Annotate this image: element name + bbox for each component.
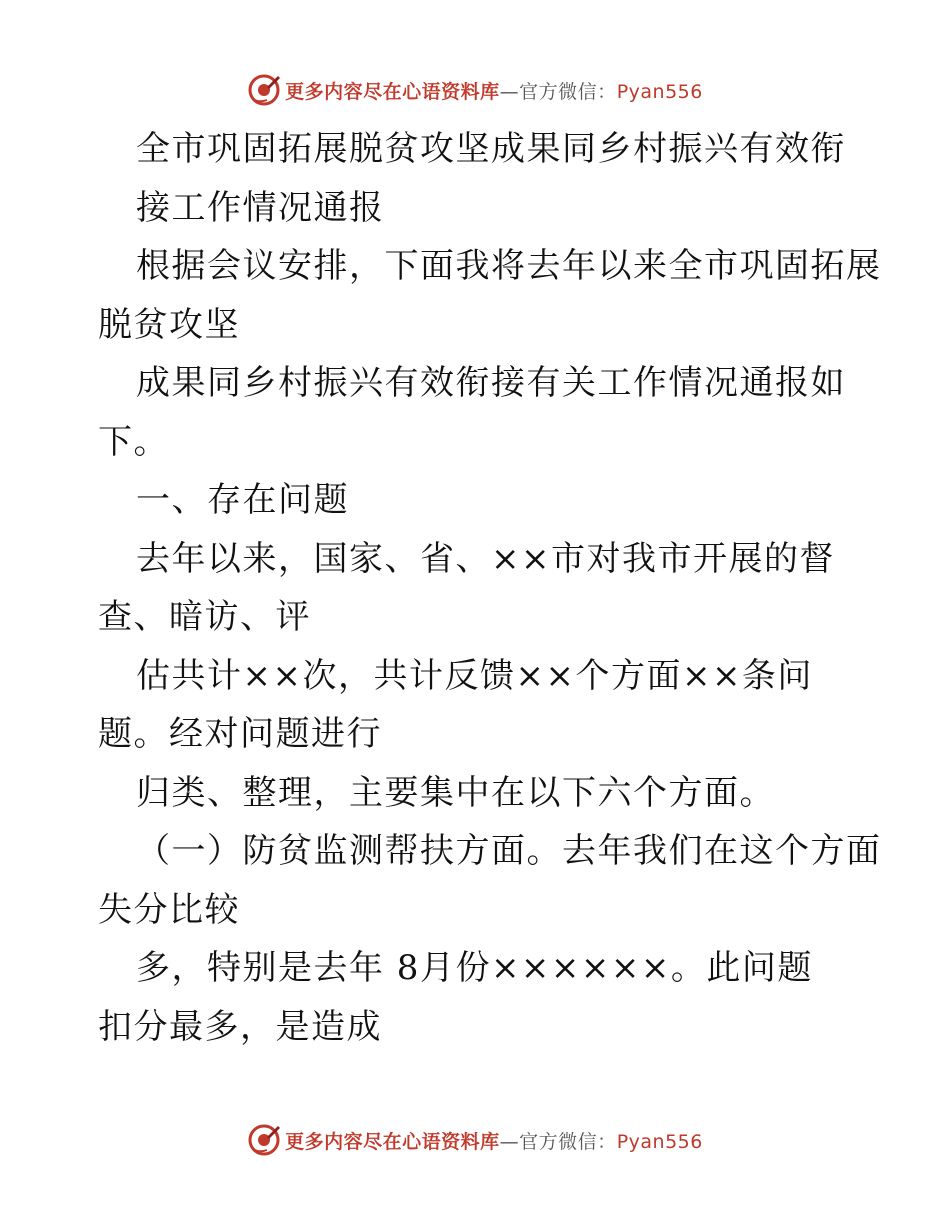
watermark-separator: —: [499, 1130, 520, 1153]
text-line: 脱贫攻坚: [98, 304, 240, 345]
text-line: 一、存在问题: [136, 480, 349, 520]
text-line: 成果同乡村振兴有效衔接有关工作情况通报如: [136, 363, 846, 403]
pen-logo-icon: [247, 73, 281, 107]
text-line: （一）防贫监测帮扶方面。去年我们在这个方面: [136, 831, 882, 871]
watermark-separator: —: [499, 80, 520, 103]
document-body: [98, 120, 882, 1056]
text-line: 查、暗访、评: [98, 597, 311, 637]
text-line: 根据会议安排，下面我将去年以来全市巩固拓展: [136, 246, 882, 286]
watermark-header: [0, 70, 950, 110]
text-line: 归类、整理，主要集中在以下六个方面。: [136, 772, 775, 813]
text-line: 失分比较: [98, 889, 240, 930]
watermark-wechat-id: Pyan556: [616, 80, 703, 103]
text-line: 全市巩固拓展脱贫攻坚成果同乡村振兴有效衔: [136, 129, 846, 169]
text-line: 多，特别是去年 8月份××××××。此问题: [136, 948, 813, 988]
watermark-footer: [0, 1120, 950, 1160]
text-line: 接工作情况通报: [136, 187, 385, 228]
watermark-text: [285, 77, 703, 104]
text-line: 题。经对问题进行: [98, 714, 382, 754]
watermark-brand: 更多内容尽在心语资料库: [285, 80, 500, 103]
text-line: 下。: [98, 421, 169, 462]
text-line: 去年以来，国家、省、××市对我市开展的督: [136, 538, 835, 579]
watermark-wechat-label: 官方微信：: [519, 1130, 617, 1153]
pen-logo-icon: [247, 1123, 281, 1157]
watermark-wechat-label: 官方微信：: [519, 80, 617, 103]
text-line: 扣分最多，是造成: [98, 1006, 382, 1047]
watermark-brand: 更多内容尽在心语资料库: [285, 1130, 500, 1153]
watermark-wechat-id: Pyan556: [616, 1130, 703, 1153]
watermark-text: [285, 1127, 703, 1154]
text-line: 估共计××次，共计反馈××个方面××条问: [136, 655, 813, 696]
